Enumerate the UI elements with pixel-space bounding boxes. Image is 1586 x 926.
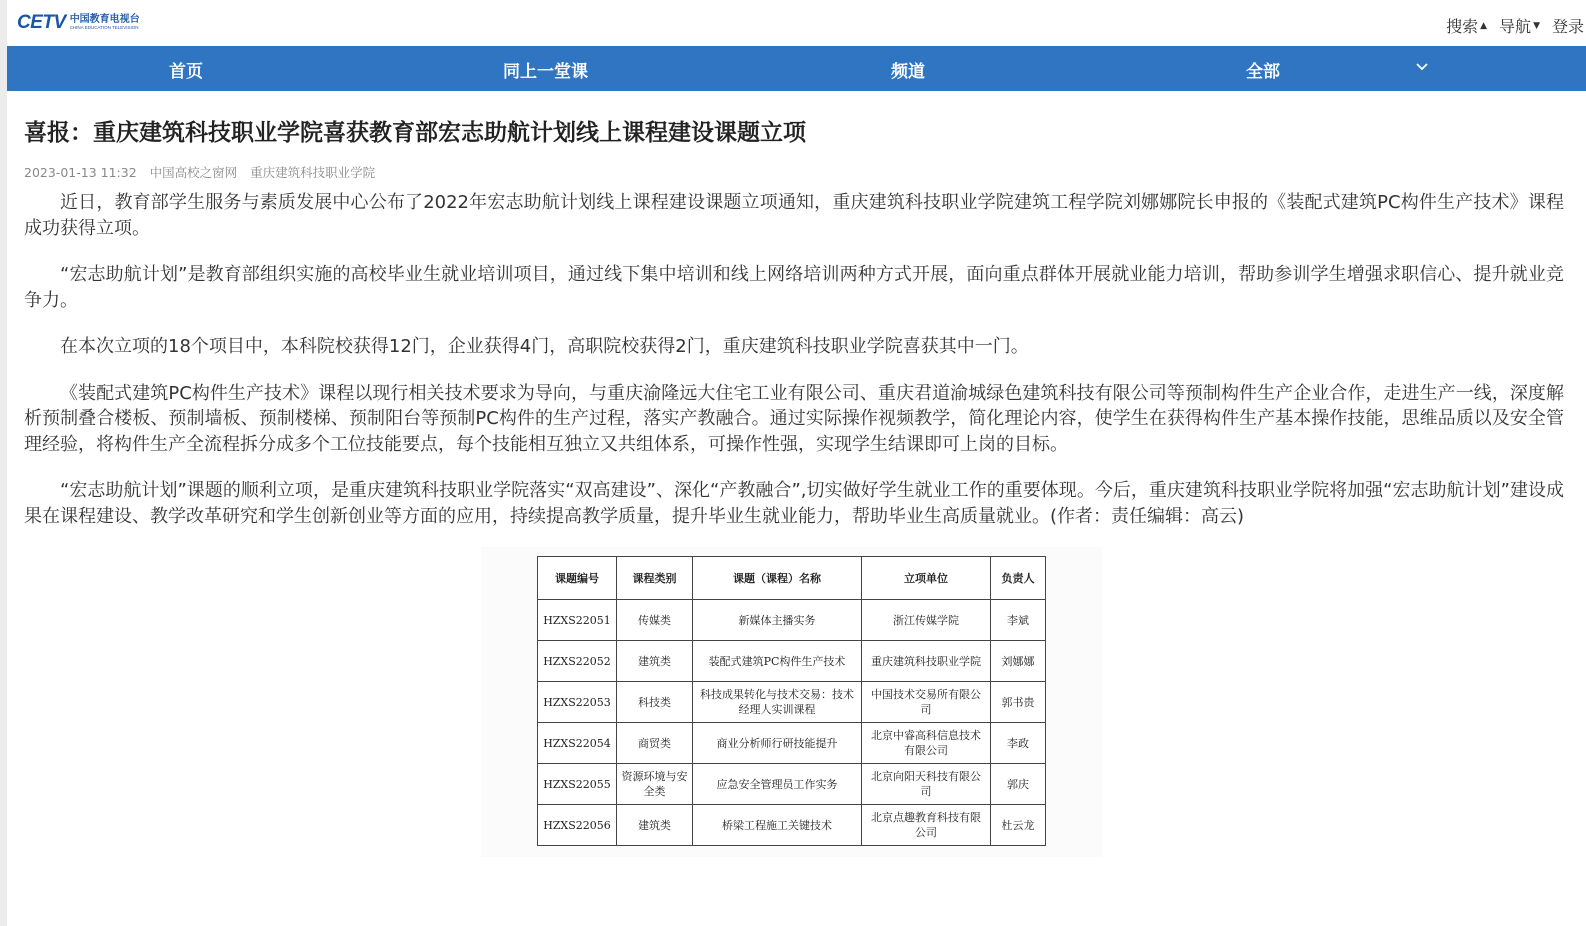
cell-leader: 郭庆 bbox=[991, 764, 1046, 805]
cell-unit: 重庆建筑科技职业学院 bbox=[862, 641, 991, 682]
header-leader: 负责人 bbox=[991, 557, 1046, 600]
article-org: 重庆建筑科技职业学院 bbox=[250, 165, 376, 180]
page bbox=[7, 0, 1586, 926]
cell-unit: 北京向阳天科技有限公司 bbox=[862, 764, 991, 805]
cell-leader: 李斌 bbox=[991, 600, 1046, 641]
cell-category: 科技类 bbox=[617, 682, 693, 723]
cell-code: HZXS22053 bbox=[538, 682, 617, 723]
table-row bbox=[538, 805, 1046, 846]
cell-code: HZXS22054 bbox=[538, 723, 617, 764]
cell-unit: 中国技术交易所有限公司 bbox=[862, 682, 991, 723]
paragraph: 《装配式建筑PC构件生产技术》课程以现行相关技术要求为导向，与重庆渝隆远大住宅工业有限公司、重庆君道渝城绿色建筑科技有限公司等预制构件生产企业合作，走进生产一线，深度解析预制叠合楼板、预制墙板、预制楼梯、预制阳台等预制PC构件的生产过程，落实产教融合。通过实际操作视频教学，简化理论内容，使学生在获得构件生产基本操作技能，思维品质以及安全管理经验，将构件生产全流程拆分成多个工位技能要点，每个技能相互独立又共组体系，可操作性强，实现学生结课即可上岗的目标。 bbox=[24, 382, 1564, 455]
cell-leader: 李政 bbox=[991, 723, 1046, 764]
login-label: 登录 bbox=[1551, 17, 1584, 36]
header-category: 课程类别 bbox=[617, 557, 693, 600]
cell-code: HZXS22055 bbox=[538, 764, 617, 805]
article-title: 喜报：重庆建筑科技职业学院喜获教育部宏志助航计划线上课程建设课题立项 bbox=[24, 120, 806, 146]
cell-course-name: 新媒体主播实务 bbox=[693, 600, 862, 641]
nav-item-all[interactable]: 全部 bbox=[1246, 62, 1280, 82]
navigation-label: 导航 bbox=[1499, 17, 1532, 36]
cell-course-name: 桥梁工程施工关键技术 bbox=[693, 805, 862, 846]
table-row bbox=[538, 723, 1046, 764]
table-row bbox=[538, 641, 1046, 682]
table-row bbox=[538, 682, 1046, 723]
cell-course-name: 应急安全管理员工作实务 bbox=[693, 764, 862, 805]
table-row bbox=[538, 600, 1046, 641]
nav-item-class[interactable]: 同上一堂课 bbox=[503, 62, 588, 82]
caret-up-icon: ▲ bbox=[1480, 20, 1488, 31]
cell-leader: 杜云龙 bbox=[991, 805, 1046, 846]
caret-down-icon: ▼ bbox=[1533, 20, 1540, 31]
logo-mark: CETV bbox=[17, 12, 66, 33]
cell-unit: 北京点趣教育科技有限公司 bbox=[862, 805, 991, 846]
article-body bbox=[24, 190, 1564, 550]
chevron-down-icon[interactable] bbox=[1411, 56, 1433, 78]
cell-unit: 北京中睿高科信息技术有限公司 bbox=[862, 723, 991, 764]
top-bar bbox=[7, 0, 1586, 46]
search-link[interactable] bbox=[1446, 14, 1487, 37]
header-course-name: 课题（课程）名称 bbox=[693, 557, 862, 600]
nav-item-channel[interactable]: 频道 bbox=[891, 62, 925, 82]
main-nav bbox=[7, 46, 1586, 91]
cell-category: 建筑类 bbox=[617, 641, 693, 682]
article-source: 中国高校之窗网 bbox=[149, 165, 238, 180]
cell-course-name: 科技成果转化与技术交易：技术经理人实训课程 bbox=[693, 682, 862, 723]
cell-code: HZXS22056 bbox=[538, 805, 617, 846]
paragraph: 在本次立项的18个项目中，本科院校获得12门，企业获得4门，高职院校获得2门，重庆建筑科技职业学院喜获其中一门。 bbox=[60, 336, 1029, 357]
logo-text bbox=[70, 15, 140, 31]
cell-code: HZXS22051 bbox=[538, 600, 617, 641]
search-label: 搜索 bbox=[1446, 17, 1479, 36]
cell-code: HZXS22052 bbox=[538, 641, 617, 682]
table-row bbox=[538, 764, 1046, 805]
cell-category: 资源环境与安全类 bbox=[617, 764, 693, 805]
article-date: 2023-01-13 11:32 bbox=[24, 165, 137, 180]
cell-course-name: 商业分析师行研技能提升 bbox=[693, 723, 862, 764]
cell-leader: 刘娜娜 bbox=[991, 641, 1046, 682]
cell-leader: 郭书贵 bbox=[991, 682, 1046, 723]
cell-category: 传媒类 bbox=[617, 600, 693, 641]
paragraph: “宏志助航计划”是教育部组织实施的高校毕业生就业培训项目，通过线下集中培训和线上网络培训两种方式开展，面向重点群体开展就业能力培训，帮助参训学生增强求职信心、提升就业竞争力。 bbox=[24, 264, 1564, 311]
top-links bbox=[1434, 14, 1584, 37]
project-table bbox=[537, 556, 1046, 846]
header-unit: 立项单位 bbox=[862, 557, 991, 600]
table-header-row bbox=[538, 557, 1046, 600]
login-link[interactable] bbox=[1552, 14, 1584, 37]
header-code: 课题编号 bbox=[538, 557, 617, 600]
paragraph: 近日，教育部学生服务与素质发展中心公布了2022年宏志助航计划线上课程建设课题立项通知，重庆建筑科技职业学院建筑工程学院刘娜娜院长申报的《装配式建筑PC构件生产技术》课程成功获得立项。 bbox=[24, 192, 1564, 239]
paragraph: “宏志助航计划”课题的顺利立项，是重庆建筑科技职业学院落实“双高建设”、深化“产教融合”,切实做好学生就业工作的重要体现。今后，重庆建筑科技职业学院将加强“宏志助航计划”建设成果在课程建设、教学改革研究和学生创新创业等方面的应用，持续提高教学质量，提升毕业生就业能力，帮助毕业生高质量就业。(作者：责任编辑：高云) bbox=[24, 480, 1564, 527]
article-meta bbox=[24, 163, 384, 181]
cell-unit: 浙江传媒学院 bbox=[862, 600, 991, 641]
logo-cn: 中国教育电视台 bbox=[69, 14, 140, 26]
project-table-image bbox=[481, 547, 1102, 857]
cell-category: 商贸类 bbox=[617, 723, 693, 764]
navigation-link[interactable] bbox=[1499, 14, 1540, 37]
cetv-logo[interactable] bbox=[17, 12, 140, 34]
logo-en: CHINA EDUCATION TELEVISION bbox=[69, 25, 139, 31]
cell-course-name: 装配式建筑PC构件生产技术 bbox=[693, 641, 862, 682]
cell-category: 建筑类 bbox=[617, 805, 693, 846]
nav-item-home[interactable]: 首页 bbox=[169, 62, 203, 82]
